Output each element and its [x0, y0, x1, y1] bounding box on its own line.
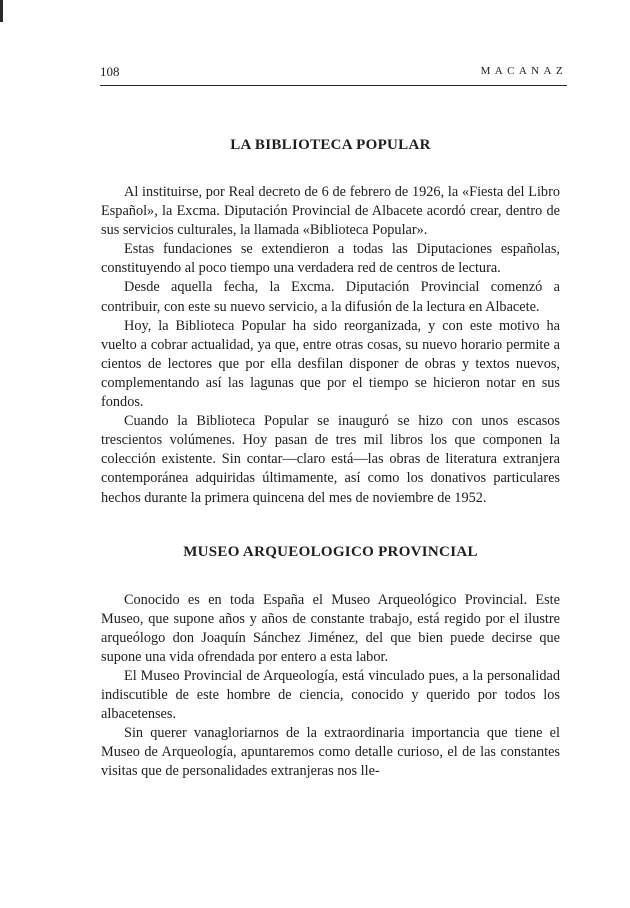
- section-heading: MUSEO ARQUEOLOGICO PROVINCIAL: [183, 543, 478, 560]
- header-rule: [100, 85, 567, 86]
- section-heading: LA BIBLIOTECA POPULAR: [230, 137, 431, 153]
- paragraph: Estas fundaciones se extendieron a todas las Diputaciones españolas, constituyendo al poco tiempo una verdadera red de centros de lectura.: [101, 241, 560, 277]
- paragraph: El Museo Provincial de Arqueología, está vinculado pues, a la personalidad indiscutible de este hombre de ciencia, conocido y querido por todos los albacetenses.: [101, 667, 560, 723]
- page-header: [100, 64, 567, 84]
- running-title: MACANAZ: [480, 65, 567, 77]
- paragraph: Conocido es en toda España el Museo Arqueológico Provincial. Este Museo, que supone años y años de constante trabajo, está regido por el ilustre arqueólogo don Joaquín Sánchez Jiménez, del que bien puede decirse que supone una vida ofrendada por entero a esta labor.: [101, 591, 560, 665]
- paragraph: Cuando la Biblioteca Popular se inauguró se hizo con unos escasos trescientos volúmenes. Hoy pasan de tres mil libros los que componen la colección existente. Sin contar—claro está—las obras de literatura extranjera contemporánea adquiridas últimamente, así como los donativos particulares hechos durante la primera quincena del mes de noviembre de 1952.: [101, 413, 560, 506]
- paragraph: Al instituirse, por Real decreto de 6 de febrero de 1926, la «Fiesta del Libro Español», la Excma. Diputación Provincial de Albacete acordó crear, dentro de sus servicios culturales, la llamada «Biblioteca Popular».: [101, 184, 560, 239]
- paragraph: Sin querer vanagloriarnos de la extraordinaria importancia que tiene el Museo de Arqueología, apuntaremos como detalle curioso, el de las constantes visitas que de personalidades extranjeras nos lle-: [101, 725, 560, 780]
- page-number: 108: [100, 64, 120, 79]
- section-museo-arqueologico: [101, 539, 560, 782]
- page-edge-mark: [0, 0, 3, 22]
- section-biblioteca-popular: [101, 132, 560, 508]
- page-body: [101, 132, 560, 782]
- paragraph: Desde aquella fecha, la Excma. Diputación Provincial comenzó a contribuir, con este su nuevo servicio, a la difusión de la lectura en Albacete.: [101, 279, 560, 315]
- paragraph: Hoy, la Biblioteca Popular ha sido reorganizada, y con este motivo ha vuelto a cobrar actualidad, ya que, entre otras cosas, su nuevo horario permite a cientos de lectores que por ella desfilan disponer de obras y textos nuevos, complementando así las lagunas que por el tiempo se hicieron notar en sus fondos.: [101, 317, 560, 411]
